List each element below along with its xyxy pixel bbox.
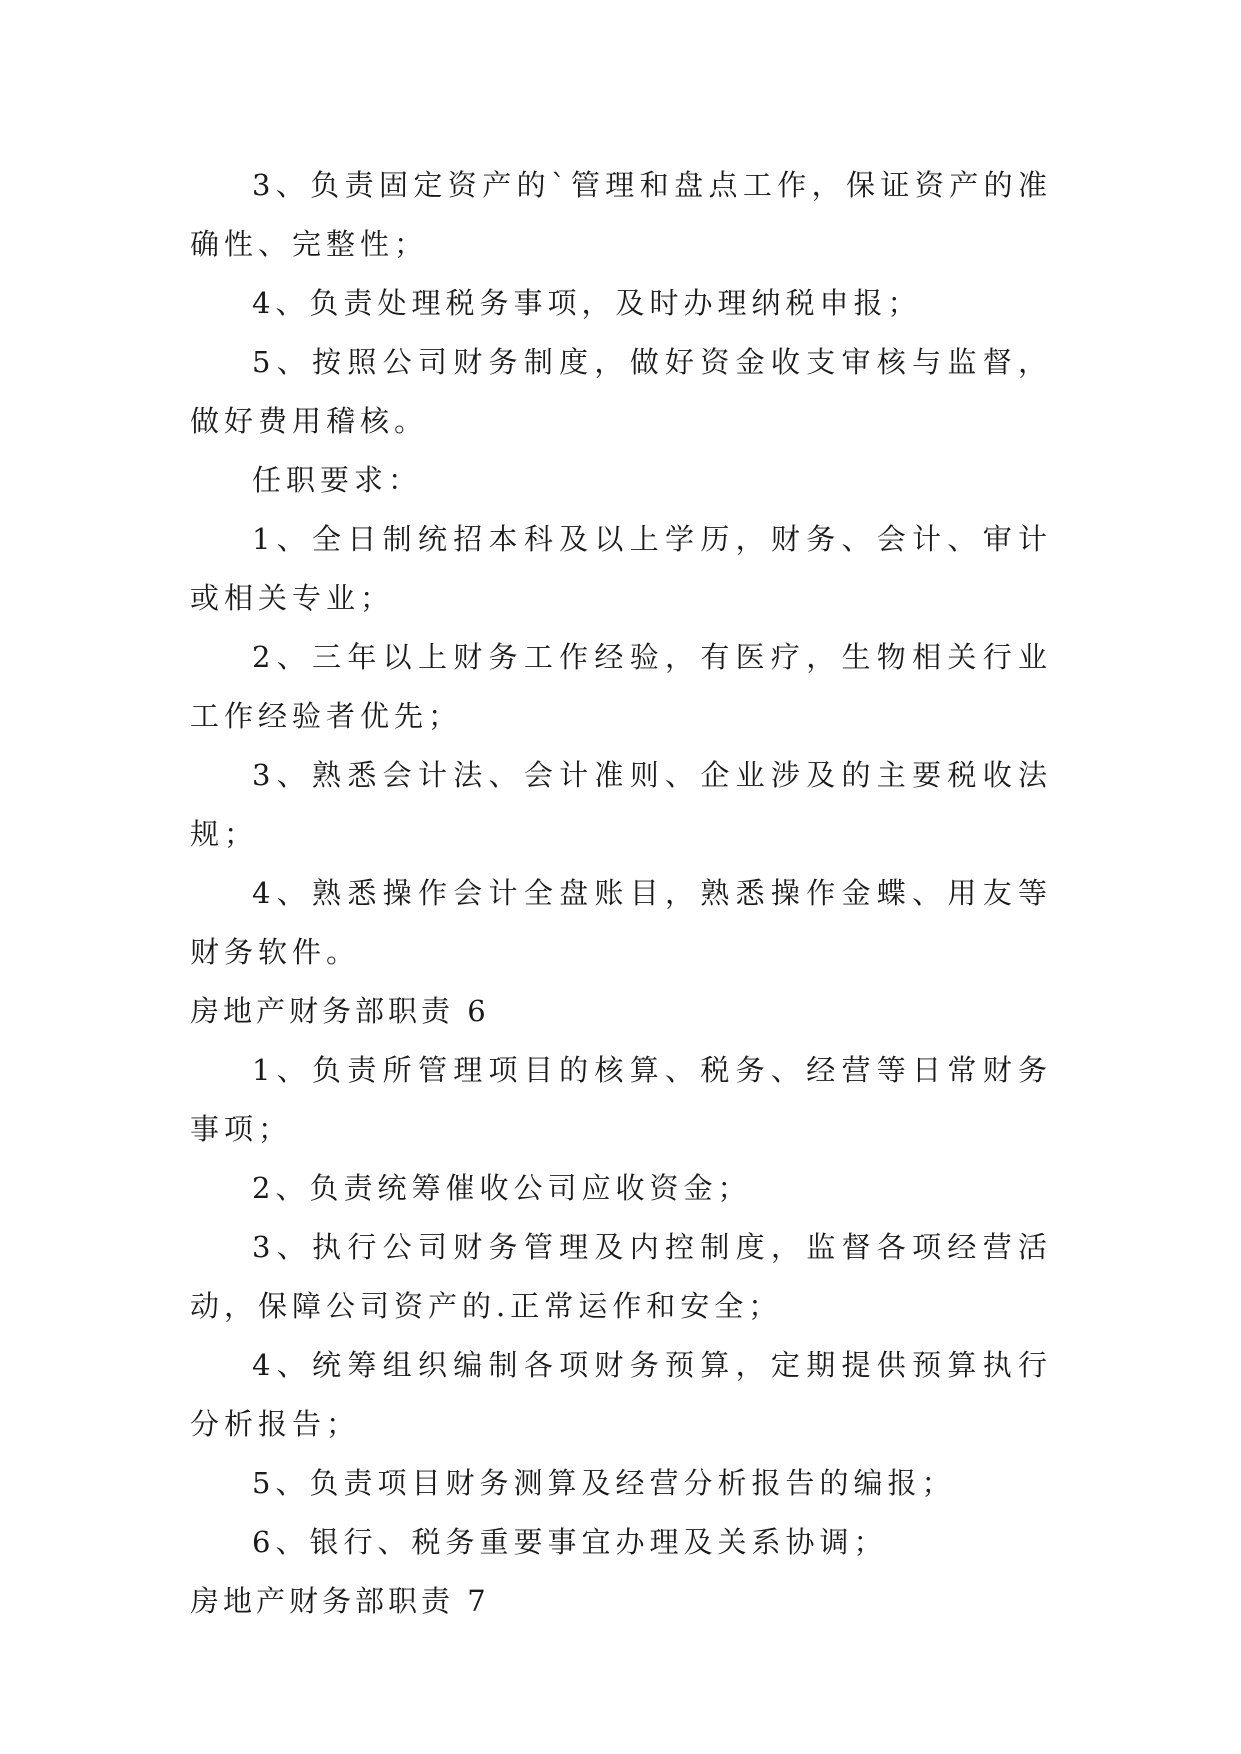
requirement-software: 4、熟悉操作会计全盘账目，熟悉操作金蝶、用友等财务软件。 — [190, 876, 1052, 969]
requirement-experience: 2、三年以上财务工作经验，有医疗，生物相关行业工作经验者优先； — [190, 640, 1052, 733]
document-body — [190, 156, 1052, 1631]
section6-item-3: 3、执行公司财务管理及内控制度，监督各项经营活动，保障公司资产的.正常运作和安全； — [190, 1230, 1052, 1323]
section-heading-6: 房地产财务部职责 6 — [190, 994, 490, 1028]
section6-item-5: 5、负责项目财务测算及经营分析报告的编报； — [252, 1466, 956, 1500]
section6-item-1: 1、负责所管理项目的核算、税务、经营等日常财务事项； — [190, 1053, 1052, 1146]
section6-item-6: 6、银行、税务重要事宜办理及关系协调； — [252, 1525, 888, 1559]
section6-item-2: 2、负责统筹催收公司应收资金； — [252, 1171, 752, 1205]
section-heading-7: 房地产财务部职责 7 — [190, 1584, 490, 1618]
requirement-education: 1、全日制统招本科及以上学历，财务、会计、审计或相关专业； — [190, 522, 1052, 615]
requirement-accounting-law: 3、熟悉会计法、会计准则、企业涉及的主要税收法规； — [190, 758, 1052, 851]
paragraph-tax-matters: 4、负责处理税务事项，及时办理纳税申报； — [252, 286, 922, 320]
paragraph-fixed-assets: 3、负责固定资产的`管理和盘点工作，保证资产的准确性、完整性； — [190, 168, 1052, 261]
requirements-label: 任职要求： — [252, 463, 423, 497]
section6-item-4: 4、统筹组织编制各项财务预算，定期提供预算执行分析报告； — [190, 1348, 1052, 1441]
paragraph-fund-audit: 5、按照公司财务制度，做好资金收支审核与监督，做好费用稽核。 — [190, 345, 1052, 438]
